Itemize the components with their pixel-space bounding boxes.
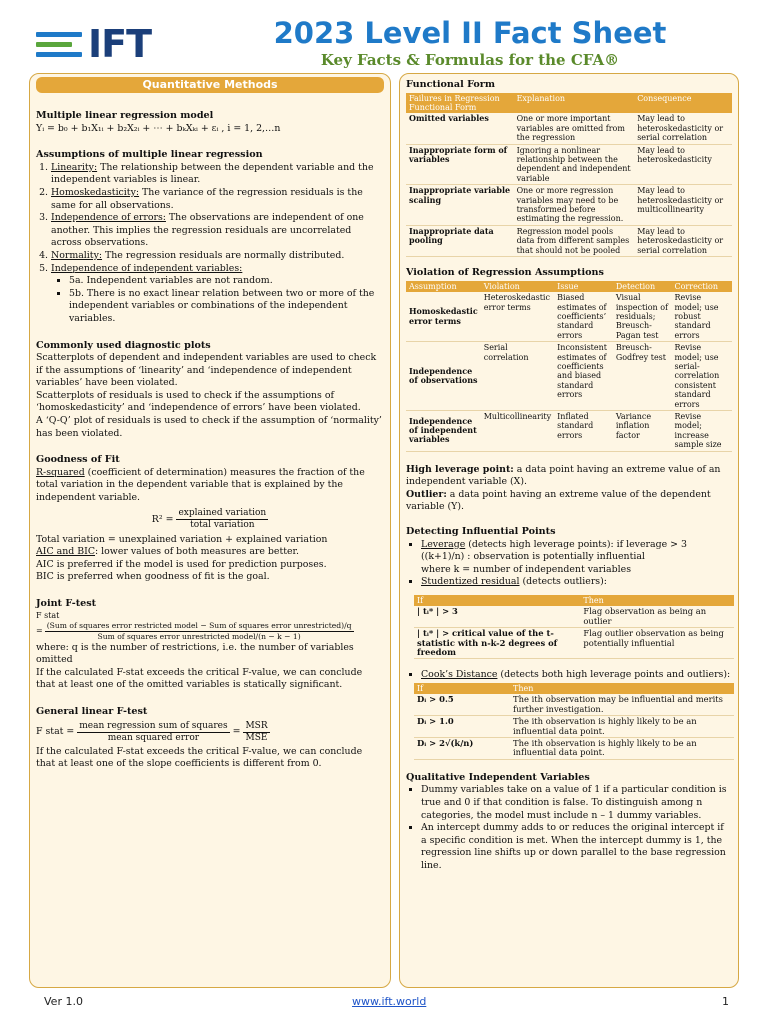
general-f-conclusion: If the calculated F-stat exceeds the critical F-value, we can conclude that at least one of the slope coefficients is different from 0. (36, 745, 363, 770)
joint-f-where: where: q is the number of restrictions, i.e. the number of variables omitted (36, 641, 354, 666)
outlier-def: Outlier: a data point having an extreme value of the dependent variable (Y). (406, 488, 711, 513)
gof-total: Total variation = unexplained variation + explained variation (36, 533, 328, 545)
list-item: 2. Homoskedasticity: The variance of the regression residuals is the same for all observations. (51, 187, 384, 212)
violation-title: Violation of Regression Assumptions (406, 267, 604, 279)
table-row: Omitted variables One or more important variables are omitted from the regression May lead to heteroskedasticity or serial correlation (406, 113, 732, 144)
r2-formula: R² = $\frac{\text{explained variation}}{\text{total variation}}$ (151, 507, 267, 530)
left-column (29, 73, 391, 988)
assumptions-list (36, 162, 384, 326)
list-item: 3. Independence of errors: The observations are independent of one another. This implies the regression residuals are uncorrelated across observations. (51, 212, 384, 250)
table-row: Homoskedastic error terms Heteroskedastic error terms Biased estimates of coefficients’ standard errors Visual inspection of residuals; Breusch-Pagan test Revise model; use robust standard errors (406, 292, 732, 342)
influential-title: Detecting Influential Points (406, 525, 556, 537)
list-item: ▪ Studentized residual (detects outliers): (421, 576, 732, 589)
ift-logo (36, 24, 176, 64)
page-subtitle: Key Facts & Formulas for the CFA® (320, 51, 620, 69)
table-row: Inappropriate data pooling Regression model pools data from different samples that should not be pooled May lead to heteroskedasticity or serial correlation (406, 225, 732, 256)
logo-text: IFT (88, 22, 152, 66)
logo-bar (36, 32, 82, 37)
table-header-row: Failures in Regression Functional Form Explanation Consequence (406, 93, 732, 114)
table-row: Dᵢ > 1.0 The ith observation is highly likely to be an influential data point. (414, 716, 734, 738)
list-item: ▪ 5b. There is no exact linear relation between two or more of the independent variables or combinations of the independent variables. (69, 288, 384, 326)
section-title: Quantitative Methods (36, 77, 384, 93)
gof-r2-text: R-squared (coefficient of determination) measures the fraction of the total variation in the dependent variable that is explained by the independent variable. (36, 466, 365, 504)
list-item: ▪ 5a. Independent variables are not random. (69, 275, 384, 288)
table-row: Dᵢ > 2√(k/n) The ith observation is highly likely to be an influential data point. (414, 738, 734, 760)
table-row: | tᵢ* | > 3 Flag observation as being an outlier (414, 606, 734, 627)
joint-f-conclusion: If the calculated F-stat exceeds the critical F-value, we can conclude that at least one of the omitted variables is statically significant. (36, 666, 363, 691)
qualitative-title: Qualitative Independent Variables (406, 771, 590, 783)
cook-list (406, 669, 732, 682)
mlr-title: Multiple linear regression model (36, 110, 214, 121)
version-label: Ver 1.0 (44, 995, 83, 1008)
plots-text: Scatterplots of dependent and independent variables are used to check if the assumptions of ‘linearity’ and ‘independence of independent variables’ have been violated. (36, 352, 377, 389)
mlr-formula: Yᵢ = b₀ + b₁X₁ᵢ + b₂X₂ᵢ + ⋯ + bₖXₖᵢ + εᵢ , i = 1, 2,…n (36, 122, 281, 134)
table-row: Inappropriate form of variables Ignoring a nonlinear relationship between the dependent and independent variable May lead to heteroskedasticity (406, 144, 732, 185)
list-item: ▪ Leverage (detects high leverage points): if leverage > 3 ((k+1)/n) : observation is potentially influential where k = number of independent variables (421, 539, 732, 577)
functional-form-title: Functional Form (406, 79, 495, 90)
logo-bar (36, 52, 82, 57)
gof-bic: BIC is preferred when goodness of fit is the goal. (36, 571, 270, 583)
assumptions-title: Assumptions of multiple linear regression (36, 149, 263, 161)
qualitative-list (406, 784, 732, 872)
website-link[interactable]: www.ift.world (352, 995, 427, 1008)
violation-table (406, 281, 732, 452)
plots-text: A ‘Q-Q’ plot of residuals is used to check if the assumption of ‘normality’ has been violated. (36, 415, 382, 439)
table-header-row: Assumption Violation Issue Detection Correction (406, 281, 732, 292)
joint-f-formula: F stat = (Sum of squares error restricted model − Sum of squares error unrestricted)/q Sum of squares error unrestricted model/(n − k − 1) (36, 610, 352, 641)
plots-text: Scatterplots of residuals is used to check if the assumptions of ‘homoskedasticity’ and ‘independence of errors’ have been violated. (36, 389, 361, 414)
page-title: 2023 Level II Fact Sheet (273, 16, 667, 50)
influential-list (406, 539, 732, 589)
functional-form-table (406, 93, 732, 258)
list-item: ▪ An intercept dummy adds to or reduces the original intercept if a specific condition is met. When the intercept dummy is 1, the regression line shifts up or down parallel to the base regression line. (421, 822, 732, 872)
high-leverage-def: High leverage point: a data point having an extreme value of an independent variable (X). (406, 463, 721, 488)
table-header-row: If Then (414, 595, 734, 606)
table-row: Dᵢ > 0.5 The ith observation may be influential and merits further investigation. (414, 694, 734, 715)
gof-aic2: AIC is preferred if the model is used for prediction purposes. (36, 558, 327, 570)
list-item: 5. Independence of independent variables: ▪ 5a. Independent variables are not random. ▪ 5b. There is no exact linear relation between two or more of the independent variables or combinations of the independent variables. (51, 263, 384, 326)
table-row: Independence of independent variables Multicollinearity Inflated standard errors Variance inflation factor Revise model; increase sample size (406, 410, 732, 451)
general-f-formula: F stat = $\frac{\text{mean regression sum of squares}}{\text{mean squared error}}$ = $\frac{\text{MSR}}{\text{MSE}}$ (36, 720, 268, 743)
table-row: Inappropriate variable scaling One or more regression variables may need to be transformed before estimating the regression. May lead to heteroskedasticity or multicollinearity (406, 185, 732, 226)
table-row: Independence of observations Serial correlation Inconsistent estimates of coefficients and biased standard errors Breusch-Godfrey test Revise model; use serial-correlation consistent standard errors (406, 342, 732, 411)
gof-aic: AIC and BIC: lower values of both measures are better. (36, 546, 299, 558)
studentized-table (414, 595, 734, 659)
list-item: 1. Linearity: The relationship between the dependent variable and the independent variables is linear. (51, 162, 384, 187)
gof-title: Goodness of Fit (36, 454, 120, 466)
list-item: ▪ Dummy variables take on a value of 1 if a particular condition is true and 0 if that condition is false. To distinguish among n categories, the model must include n – 1 dummy variables. (421, 784, 732, 822)
plots-title: Commonly used diagnostic plots (36, 339, 211, 351)
page-number: 1 (722, 995, 729, 1008)
joint-f-title: Joint F-test (36, 598, 97, 609)
table-row: | tᵢ* | > critical value of the t-statistic with n-k-2 degrees of freedom Flag outlier observation as being potentially influential (414, 628, 734, 659)
list-item: ▪ Cook’s Distance (detects both high leverage points and outliers): (421, 669, 732, 682)
list-item: 4. Normality: The regression residuals are normally distributed. (51, 250, 384, 263)
table-header-row: If Then (414, 683, 734, 694)
cook-table (414, 683, 734, 760)
right-column (399, 73, 739, 988)
general-f-title: General linear F-test (36, 705, 148, 717)
logo-bar (36, 42, 72, 47)
